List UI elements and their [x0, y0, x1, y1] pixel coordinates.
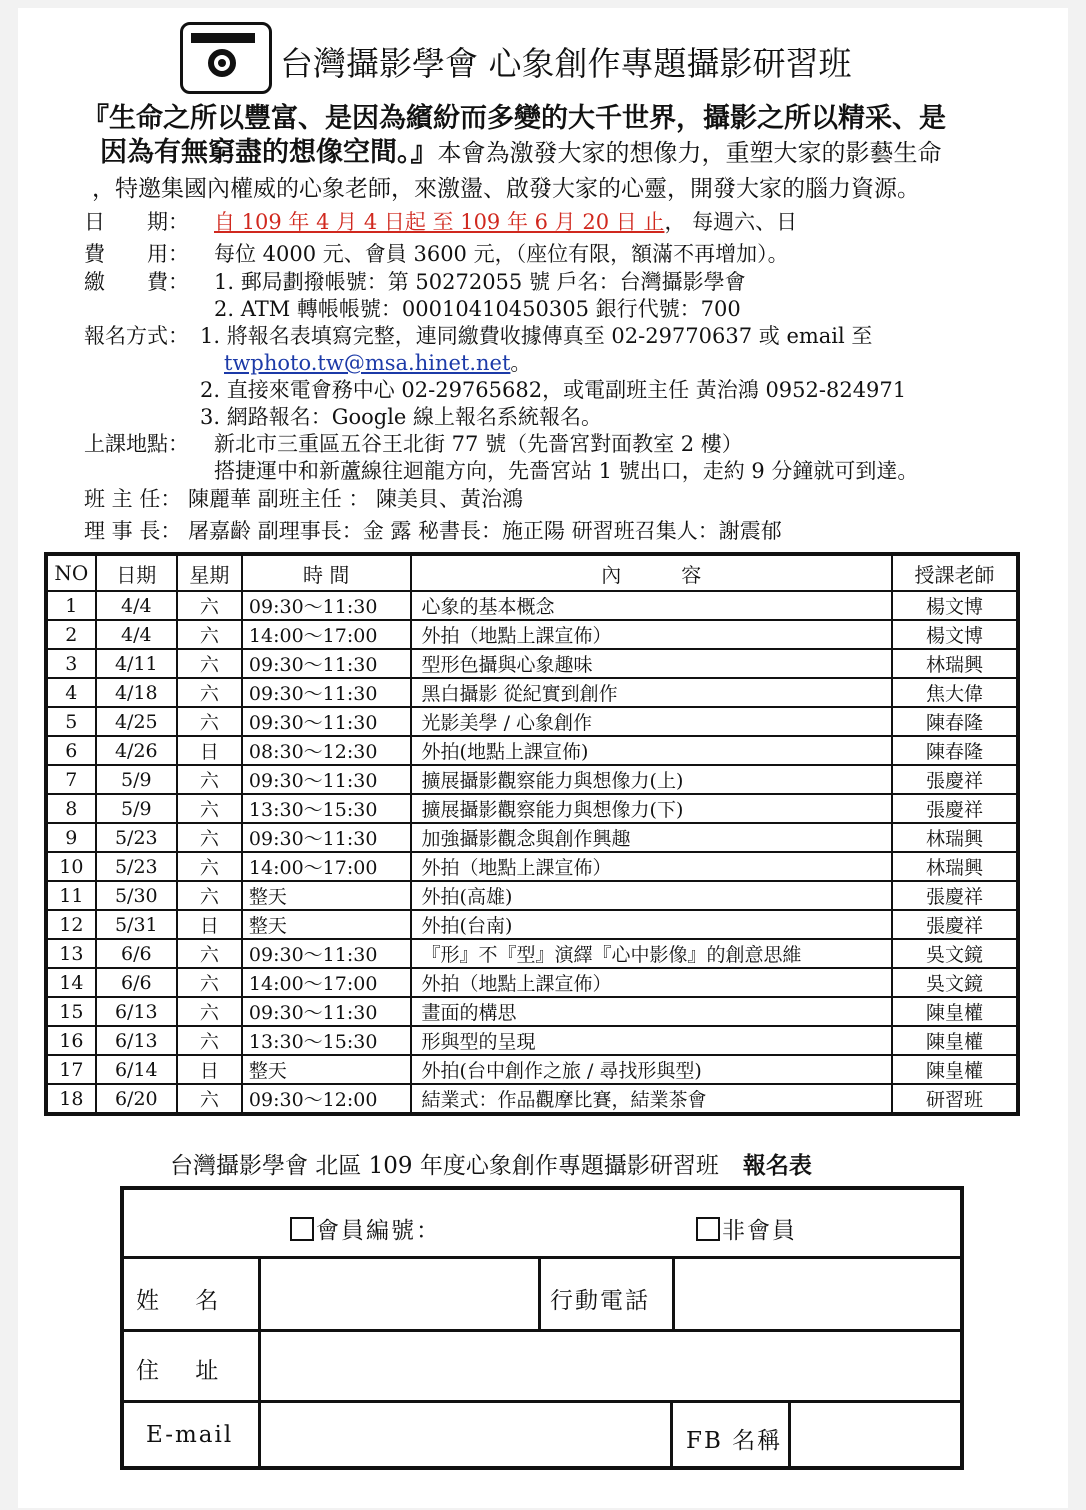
row-weekday: 六	[177, 1026, 242, 1055]
schedule-row	[46, 968, 1018, 997]
reg-email-suffix: 。	[510, 351, 532, 375]
row-no: 2	[46, 620, 96, 649]
row-content: 心象的基本概念	[411, 591, 892, 620]
member-checkbox[interactable]	[290, 1217, 314, 1241]
col-date: 日期	[96, 554, 177, 591]
row-teacher: 陳皇權	[892, 997, 1018, 1026]
row-no: 12	[46, 910, 96, 939]
row-time: 09:30～11:30	[242, 707, 411, 736]
row-weekday: 六	[177, 649, 242, 678]
row-no: 7	[46, 765, 96, 794]
row-content: 外拍（地點上課宣佈）	[411, 968, 892, 997]
row-content: 擴展攝影觀察能力與想像力(下)	[411, 794, 892, 823]
staff-line-1: 班 主 任： 陳麗華 副班主任 ： 陳美貝、黃治鴻	[84, 487, 524, 511]
row-date: 5/23	[96, 852, 177, 881]
row-no: 13	[46, 939, 96, 968]
fb-field[interactable]	[794, 1406, 956, 1464]
row-weekday: 六	[177, 968, 242, 997]
row-teacher: 林瑞興	[892, 649, 1018, 678]
row-teacher: 林瑞興	[892, 823, 1018, 852]
nonmember-checkbox[interactable]	[696, 1217, 720, 1241]
row-weekday: 六	[177, 794, 242, 823]
quote-line-1: 『生命之所以豐富、是因為繽紛而多變的大千世界，攝影之所以精采、是	[82, 103, 946, 134]
row-time: 09:30～11:30	[242, 997, 411, 1026]
row-no: 8	[46, 794, 96, 823]
row-time: 09:30～11:30	[242, 591, 411, 620]
col-teacher: 授課老師	[892, 554, 1018, 591]
row-date: 5/23	[96, 823, 177, 852]
nonmember-label: 非會員	[722, 1218, 797, 1244]
row-time: 09:30～11:30	[242, 649, 411, 678]
reg-line-1: 1. 將報名表填寫完整，連同繳費收據傳真至 02-29770637 或 email 至	[200, 324, 873, 348]
row-time: 14:00～17:00	[242, 852, 411, 881]
row-content: 外拍(台中創作之旅 / 尋找形與型)	[411, 1055, 892, 1084]
intro-line-3: ，特邀集國內權威的心象老師，來激盪、啟發大家的心靈，開發大家的腦力資源。	[92, 176, 920, 202]
row-time: 整天	[242, 910, 411, 939]
row-time: 09:30～12:00	[242, 1084, 411, 1114]
row-teacher: 陳皇權	[892, 1055, 1018, 1084]
date-value: 自 109 年 4 月 4 日起 至 109 年 6 月 20 日 止	[214, 210, 665, 234]
row-no: 16	[46, 1026, 96, 1055]
row-content: 型形色攝與心象趣味	[411, 649, 892, 678]
row-time: 14:00～17:00	[242, 620, 411, 649]
date-suffix: ， 每週六、日	[664, 210, 798, 234]
row-no: 9	[46, 823, 96, 852]
row-time: 14:00～17:00	[242, 968, 411, 997]
row-content: 外拍（地點上課宣佈）	[411, 620, 892, 649]
row-weekday: 六	[177, 823, 242, 852]
row-content: 結業式：作品觀摩比賽，結業茶會	[411, 1084, 892, 1114]
schedule-row	[46, 794, 1018, 823]
schedule-row	[46, 939, 1018, 968]
row-weekday: 日	[177, 1055, 242, 1084]
col-no: NO	[46, 554, 96, 591]
row-weekday: 六	[177, 939, 242, 968]
row-date: 5/30	[96, 881, 177, 910]
email-label: E-mail	[146, 1422, 234, 1448]
registration-form	[120, 1186, 964, 1470]
row-teacher: 張慶祥	[892, 794, 1018, 823]
row-content: 外拍(地點上課宣佈)	[411, 736, 892, 765]
row-no: 18	[46, 1084, 96, 1114]
row-date: 6/6	[96, 968, 177, 997]
schedule-row	[46, 736, 1018, 765]
row-date: 4/26	[96, 736, 177, 765]
row-content: 形與型的呈現	[411, 1026, 892, 1055]
row-time: 13:30～15:30	[242, 794, 411, 823]
form-title: 台灣攝影學會 北區 109 年度心象創作專題攝影研習班	[170, 1153, 719, 1179]
schedule-row	[46, 649, 1018, 678]
row-time: 09:30～11:30	[242, 678, 411, 707]
row-weekday: 日	[177, 910, 242, 939]
row-weekday: 六	[177, 765, 242, 794]
row-date: 6/13	[96, 997, 177, 1026]
email-field[interactable]	[264, 1406, 666, 1464]
row-no: 15	[46, 997, 96, 1026]
schedule-row	[46, 707, 1018, 736]
row-teacher: 焦大偉	[892, 678, 1018, 707]
row-date: 4/4	[96, 591, 177, 620]
date-row	[214, 206, 797, 236]
society-logo	[180, 22, 272, 94]
name-field[interactable]	[264, 1262, 534, 1326]
schedule-row	[46, 591, 1018, 620]
name-label: 姓 名	[136, 1288, 221, 1314]
row-no: 14	[46, 968, 96, 997]
row-time: 整天	[242, 881, 411, 910]
col-content: 內 容	[411, 554, 892, 591]
page-title: 台灣攝影學會 心象創作專題攝影研習班	[280, 44, 852, 83]
row-weekday: 六	[177, 852, 242, 881]
row-teacher: 張慶祥	[892, 881, 1018, 910]
schedule-row	[46, 852, 1018, 881]
row-weekday: 六	[177, 881, 242, 910]
row-content: 『形』不『型』演繹『心中影像』的創意思維	[411, 939, 892, 968]
loc-label: 上課地點：	[84, 432, 189, 456]
row-no: 4	[46, 678, 96, 707]
pay-line-2: 2. ATM 轉帳帳號：00010410450305 銀行代號：700	[214, 297, 741, 321]
row-content: 外拍(台南)	[411, 910, 892, 939]
date-label: 日 期：	[84, 210, 189, 234]
row-time: 09:30～11:30	[242, 765, 411, 794]
row-teacher: 陳皇權	[892, 1026, 1018, 1055]
pay-line-1: 1. 郵局劃撥帳號：第 50272055 號 戶名：台灣攝影學會	[214, 270, 746, 294]
row-teacher: 張慶祥	[892, 765, 1018, 794]
row-weekday: 日	[177, 736, 242, 765]
row-weekday: 六	[177, 591, 242, 620]
row-content: 黑白攝影 從紀實到創作	[411, 678, 892, 707]
row-no: 17	[46, 1055, 96, 1084]
row-date: 5/9	[96, 794, 177, 823]
loc-line-2: 搭捷運中和新蘆線往迴龍方向，先嗇宮站 1 號出口，走約 9 分鐘就可到達。	[214, 459, 919, 483]
row-no: 3	[46, 649, 96, 678]
member-label: 會員編號：	[316, 1218, 441, 1244]
schedule-header-row	[46, 554, 1018, 591]
row-date: 6/6	[96, 939, 177, 968]
row-weekday: 六	[177, 620, 242, 649]
schedule-table	[44, 552, 1020, 1116]
row-time: 09:30～11:30	[242, 823, 411, 852]
schedule-row	[46, 997, 1018, 1026]
fee-value: 每位 4000 元、會員 3600 元，（座位有限，額滿不再增加）。	[214, 242, 789, 266]
schedule-row	[46, 1026, 1018, 1055]
address-field[interactable]	[264, 1335, 956, 1397]
row-content: 外拍（地點上課宣佈）	[411, 852, 892, 881]
row-content: 擴展攝影觀察能力與想像力(上)	[411, 765, 892, 794]
row-time: 整天	[242, 1055, 411, 1084]
form-title-bold: 報名表	[742, 1152, 812, 1179]
fee-label: 費 用：	[84, 242, 189, 266]
row-teacher: 楊文博	[892, 620, 1018, 649]
reg-line-3: 3. 網路報名：Google 線上報名系統報名。	[200, 405, 603, 429]
row-time: 09:30～11:30	[242, 939, 411, 968]
reg-email-link[interactable]: twphoto.tw@msa.hinet.net	[224, 351, 511, 375]
intro-line-2	[100, 130, 942, 169]
row-weekday: 六	[177, 678, 242, 707]
row-date: 4/18	[96, 678, 177, 707]
row-content: 畫面的構思	[411, 997, 892, 1026]
reg-email-row	[224, 347, 531, 377]
member-option[interactable]	[290, 1212, 441, 1245]
row-no: 6	[46, 736, 96, 765]
row-teacher: 楊文博	[892, 591, 1018, 620]
row-no: 11	[46, 881, 96, 910]
row-date: 6/14	[96, 1055, 177, 1084]
intro-text: 本會為激發大家的想像力，重塑大家的影藝生命	[437, 139, 942, 167]
fb-label: FB 名稱	[686, 1428, 783, 1454]
col-time: 時 間	[242, 554, 411, 591]
row-no: 1	[46, 591, 96, 620]
schedule-row	[46, 1084, 1018, 1114]
row-date: 4/11	[96, 649, 177, 678]
row-time: 08:30～12:30	[242, 736, 411, 765]
nonmember-option[interactable]	[696, 1212, 797, 1245]
schedule-row	[46, 678, 1018, 707]
phone-label: 行動電話	[550, 1288, 650, 1314]
row-date: 4/4	[96, 620, 177, 649]
row-teacher: 林瑞興	[892, 852, 1018, 881]
row-content: 光影美學 / 心象創作	[411, 707, 892, 736]
loc-line-1: 新北市三重區五谷王北街 77 號（先嗇宮對面教室 2 樓）	[214, 432, 743, 456]
schedule-row	[46, 765, 1018, 794]
row-content: 加強攝影觀念與創作興趣	[411, 823, 892, 852]
row-teacher: 吳文鏡	[892, 968, 1018, 997]
row-time: 13:30～15:30	[242, 1026, 411, 1055]
row-date: 6/20	[96, 1084, 177, 1114]
quote-line-2: 因為有無窮盡的想像空間。』	[100, 137, 438, 168]
row-date: 5/9	[96, 765, 177, 794]
row-date: 5/31	[96, 910, 177, 939]
row-date: 6/13	[96, 1026, 177, 1055]
reg-label: 報名方式：	[84, 324, 189, 348]
schedule-row	[46, 1055, 1018, 1084]
row-weekday: 六	[177, 1084, 242, 1114]
form-title-row	[170, 1147, 812, 1180]
schedule-row	[46, 823, 1018, 852]
schedule-row	[46, 620, 1018, 649]
row-teacher: 研習班	[892, 1084, 1018, 1114]
phone-field[interactable]	[678, 1262, 956, 1326]
row-content: 外拍(高雄)	[411, 881, 892, 910]
staff-line-2: 理 事 長： 屠嘉齡 副理事長：金 露 秘書長：施正陽 研習班召集人：謝震郁	[84, 519, 782, 543]
row-teacher: 吳文鏡	[892, 939, 1018, 968]
row-weekday: 六	[177, 997, 242, 1026]
address-label: 住 址	[136, 1358, 221, 1384]
row-weekday: 六	[177, 707, 242, 736]
pay-label: 繳 費：	[84, 270, 189, 294]
row-teacher: 陳春隆	[892, 707, 1018, 736]
row-no: 5	[46, 707, 96, 736]
col-weekday: 星期	[177, 554, 242, 591]
reg-line-2: 2. 直接來電會務中心 02-29765682，或電副班主任 黃治鴻 0952-824971	[200, 378, 907, 402]
row-no: 10	[46, 852, 96, 881]
schedule-row	[46, 910, 1018, 939]
row-teacher: 陳春隆	[892, 736, 1018, 765]
row-date: 4/25	[96, 707, 177, 736]
row-teacher: 張慶祥	[892, 910, 1018, 939]
schedule-row	[46, 881, 1018, 910]
